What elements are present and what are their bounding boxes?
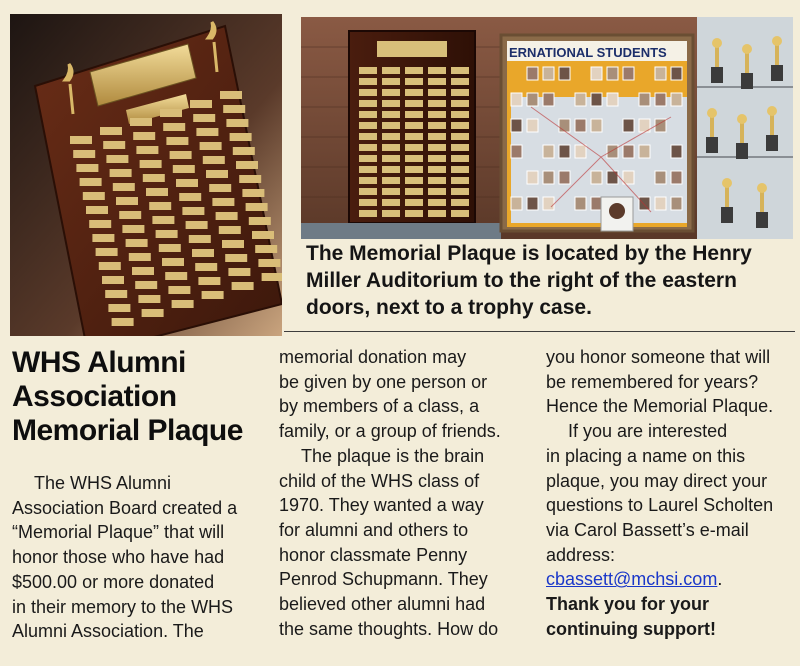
name-plate xyxy=(80,178,102,186)
name-plate xyxy=(108,304,130,312)
trophy-stem xyxy=(710,115,714,137)
name-plate xyxy=(428,122,446,129)
name-plate xyxy=(428,144,446,151)
name-plate xyxy=(136,146,158,154)
name-plate xyxy=(428,100,446,107)
trophy-stem xyxy=(770,113,774,135)
name-plate xyxy=(130,118,152,126)
name-plate xyxy=(142,309,164,317)
name-plate xyxy=(359,78,377,85)
name-plate xyxy=(200,142,222,150)
student-photo xyxy=(575,93,586,106)
name-plate xyxy=(382,133,400,140)
name-plate xyxy=(113,183,135,191)
name-plate xyxy=(173,165,195,173)
name-plate xyxy=(236,161,258,169)
student-photo xyxy=(543,197,554,210)
name-plate xyxy=(76,164,98,172)
name-plate xyxy=(133,132,155,140)
student-photo xyxy=(511,145,522,158)
name-plate xyxy=(222,240,244,248)
name-plate xyxy=(122,225,144,233)
name-plate xyxy=(228,268,250,276)
name-plate xyxy=(428,177,446,184)
name-plate xyxy=(359,210,377,217)
closing-line-2: continuing support! xyxy=(546,618,716,639)
student-photo xyxy=(671,171,682,184)
trophy-base xyxy=(736,143,748,159)
name-plate xyxy=(129,253,151,261)
trophy-stem xyxy=(715,45,719,67)
name-plate xyxy=(382,210,400,217)
name-plate xyxy=(102,276,124,284)
name-plate xyxy=(156,230,178,238)
caption-divider xyxy=(284,331,795,332)
name-plate xyxy=(195,263,217,271)
name-plate xyxy=(190,100,212,108)
trophy-stem xyxy=(760,190,764,212)
name-plate xyxy=(193,114,215,122)
trophy-stem xyxy=(725,185,729,207)
name-plate xyxy=(196,128,218,136)
name-plate xyxy=(428,111,446,118)
trophy-base xyxy=(756,212,768,228)
name-plate xyxy=(428,78,446,85)
name-plate xyxy=(162,258,184,266)
student-photo xyxy=(607,145,618,158)
name-plate xyxy=(405,111,423,118)
name-plate xyxy=(86,206,108,214)
student-photo xyxy=(623,67,634,80)
name-plate xyxy=(105,290,127,298)
name-plate xyxy=(405,177,423,184)
name-plate xyxy=(359,122,377,129)
name-plate xyxy=(110,169,132,177)
plaque-location-photo xyxy=(301,17,793,239)
name-plate xyxy=(405,100,423,107)
student-photo xyxy=(543,93,554,106)
trophy-stem xyxy=(775,43,779,65)
name-plate xyxy=(428,133,446,140)
student-photo xyxy=(623,171,634,184)
student-photo xyxy=(559,171,570,184)
name-plate xyxy=(405,89,423,96)
name-plate xyxy=(359,111,377,118)
trophy-base xyxy=(771,65,783,81)
name-plate xyxy=(405,78,423,85)
student-photo xyxy=(623,119,634,132)
student-photo xyxy=(591,197,602,210)
student-photo xyxy=(671,93,682,106)
name-plate xyxy=(219,226,241,234)
name-plate xyxy=(116,197,138,205)
trophy-base xyxy=(741,73,753,89)
name-plate xyxy=(198,277,220,285)
name-plate xyxy=(359,133,377,140)
name-plate xyxy=(382,89,400,96)
student-photo xyxy=(607,93,618,106)
name-plate xyxy=(405,199,423,206)
name-plate xyxy=(428,155,446,162)
article-column-2: memorial donation may be given by one person or by members of a class, a family, or a group of friends. The plaque is the brain child of the WHS class of 1970. They wanted a way for alumni and others to honor classmate Penny Penrod Schupmann. They believed other alumni had the same thoughts. How do xyxy=(279,347,501,639)
name-plate xyxy=(106,155,128,163)
name-plate xyxy=(359,199,377,206)
trophy-stem xyxy=(740,121,744,143)
student-photo xyxy=(511,119,522,132)
name-plate xyxy=(220,91,242,99)
name-plate xyxy=(100,127,122,135)
name-plate xyxy=(138,295,160,303)
student-photo xyxy=(543,171,554,184)
name-plate xyxy=(359,166,377,173)
name-plate xyxy=(92,234,114,242)
student-photo xyxy=(671,145,682,158)
student-photo xyxy=(559,67,570,80)
name-plate xyxy=(112,318,134,326)
trophy-stem xyxy=(745,51,749,73)
name-plate xyxy=(202,291,224,299)
name-plate xyxy=(405,133,423,140)
student-photo xyxy=(527,93,538,106)
name-plate xyxy=(405,67,423,74)
name-plate xyxy=(166,137,188,145)
name-plate xyxy=(255,245,277,253)
trophy-cup xyxy=(712,38,722,48)
name-plate xyxy=(382,111,400,118)
name-plate xyxy=(382,166,400,173)
name-plate xyxy=(226,119,248,127)
name-plate xyxy=(405,210,423,217)
name-plate xyxy=(239,175,261,183)
name-plate xyxy=(405,122,423,129)
name-plate xyxy=(223,105,245,113)
name-plate xyxy=(382,155,400,162)
student-photo xyxy=(639,145,650,158)
name-plate xyxy=(451,111,469,118)
name-plate xyxy=(405,144,423,151)
name-plate xyxy=(192,249,214,257)
name-plate xyxy=(212,198,234,206)
name-plate xyxy=(246,203,268,211)
name-plate xyxy=(119,211,141,219)
name-plate xyxy=(451,199,469,206)
name-plate xyxy=(149,202,171,210)
name-plate xyxy=(451,177,469,184)
student-photo xyxy=(655,171,666,184)
name-plate xyxy=(451,188,469,195)
name-plate xyxy=(203,156,225,164)
name-plate xyxy=(451,67,469,74)
student-photo xyxy=(511,93,522,106)
name-plate xyxy=(405,166,423,173)
trophy-cup xyxy=(742,44,752,54)
student-photo xyxy=(527,171,538,184)
memorial-plaque-photo xyxy=(10,14,282,336)
name-plate xyxy=(126,239,148,247)
student-photo xyxy=(575,197,586,210)
name-plate xyxy=(159,244,181,252)
student-photo xyxy=(655,93,666,106)
trophy-cup xyxy=(767,106,777,116)
trophy-base xyxy=(706,137,718,153)
bulletin-board-heading: ERNATIONAL STUDENTS xyxy=(509,45,667,60)
name-plate xyxy=(359,177,377,184)
name-plate xyxy=(451,100,469,107)
name-plate xyxy=(160,109,182,117)
name-plate xyxy=(428,199,446,206)
name-plate xyxy=(359,144,377,151)
name-plate xyxy=(451,155,469,162)
name-plate xyxy=(99,262,121,270)
closing-line-1: Thank you for your xyxy=(546,594,710,615)
name-plate xyxy=(216,212,238,220)
name-plate xyxy=(89,220,111,228)
name-plate xyxy=(152,216,174,224)
trophy-cup xyxy=(772,36,782,46)
name-plate xyxy=(189,235,211,243)
name-plate xyxy=(405,155,423,162)
name-plate xyxy=(168,286,190,294)
name-plate xyxy=(172,300,194,308)
student-photo xyxy=(591,119,602,132)
name-plate xyxy=(140,160,162,168)
student-photo xyxy=(591,171,602,184)
name-plate xyxy=(232,282,254,290)
name-plate xyxy=(451,122,469,129)
name-plate xyxy=(249,217,271,225)
name-plate xyxy=(176,179,198,187)
name-plate xyxy=(382,78,400,85)
email-link[interactable]: cbassett@mchsi.com xyxy=(546,569,718,590)
student-photo xyxy=(591,93,602,106)
name-plate xyxy=(209,184,231,192)
name-plate xyxy=(83,192,105,200)
trophy-cup xyxy=(707,108,717,118)
trophy-cup xyxy=(722,178,732,188)
name-plate xyxy=(382,199,400,206)
name-plate xyxy=(233,147,255,155)
article-column-3: you honor someone that will be remembered for years? Hence the Memorial Plaque. If you are interested in placing a name on this plaque, you may direct your questions to Laurel Scholten via Carol Bassett’s e-mail address: cbassett@mchsi.com. Thank you for your continuing support! xyxy=(546,345,796,641)
name-plate xyxy=(451,89,469,96)
article-title: WHS Alumni Association Memorial Plaque xyxy=(12,346,243,447)
trophy-base xyxy=(721,207,733,223)
name-plate xyxy=(206,170,228,178)
name-plate xyxy=(428,188,446,195)
student-photo xyxy=(543,145,554,158)
name-plate xyxy=(359,89,377,96)
student-photo xyxy=(607,67,618,80)
name-plate xyxy=(165,272,187,280)
article-column-1: The WHS Alumni Association Board created a “Memorial Plaque” that will honor those who have had $500.00 or more donated in their memory to the WHS Alumni Association. The xyxy=(12,473,238,642)
name-plate xyxy=(96,248,118,256)
name-plate xyxy=(451,166,469,173)
name-plate xyxy=(132,267,154,275)
trophy-base xyxy=(711,67,723,83)
name-plate xyxy=(451,78,469,85)
name-plate xyxy=(170,151,192,159)
student-photo xyxy=(591,67,602,80)
student-photo xyxy=(607,171,618,184)
name-plate xyxy=(258,259,280,267)
name-plate xyxy=(146,188,168,196)
student-photo xyxy=(559,119,570,132)
name-plate xyxy=(242,189,264,197)
name-plate xyxy=(359,67,377,74)
trophy-cup xyxy=(757,183,767,193)
trophy-cup xyxy=(737,114,747,124)
student-photo xyxy=(655,197,666,210)
email-suffix: . xyxy=(717,569,723,590)
student-photo xyxy=(527,67,538,80)
name-plate xyxy=(359,155,377,162)
student-photo xyxy=(511,197,522,210)
student-photo xyxy=(639,197,650,210)
name-plate xyxy=(252,231,274,239)
name-plate xyxy=(163,123,185,131)
name-plate xyxy=(359,100,377,107)
student-photo xyxy=(527,119,538,132)
name-plate xyxy=(382,177,400,184)
name-plate xyxy=(428,166,446,173)
name-plate xyxy=(382,188,400,195)
name-plate xyxy=(451,144,469,151)
name-plate xyxy=(73,150,95,158)
name-plate xyxy=(451,210,469,217)
name-plate xyxy=(359,188,377,195)
name-plate xyxy=(428,89,446,96)
name-plate xyxy=(451,133,469,140)
name-plate xyxy=(382,122,400,129)
student-photo xyxy=(671,197,682,210)
name-plate xyxy=(405,188,423,195)
name-plate xyxy=(103,141,125,149)
student-photo xyxy=(527,197,538,210)
name-plate xyxy=(143,174,165,182)
student-photo xyxy=(623,145,634,158)
student-photo xyxy=(575,119,586,132)
name-plate xyxy=(135,281,157,289)
name-plate xyxy=(70,136,92,144)
student-photo xyxy=(639,93,650,106)
name-plate xyxy=(428,67,446,74)
student-photo xyxy=(559,145,570,158)
name-plate xyxy=(225,254,247,262)
name-plate xyxy=(179,193,201,201)
trophy-base xyxy=(766,135,778,151)
name-plate xyxy=(262,273,282,281)
name-plate xyxy=(182,207,204,215)
student-photo xyxy=(543,67,554,80)
name-plate xyxy=(428,210,446,217)
student-photo xyxy=(655,67,666,80)
name-plate xyxy=(230,133,252,141)
name-plate xyxy=(382,100,400,107)
name-plate xyxy=(186,221,208,229)
name-plate xyxy=(382,144,400,151)
student-photo xyxy=(575,145,586,158)
student-photo xyxy=(671,67,682,80)
photo-caption: The Memorial Plaque is located by the Henry Miller Auditorium to the right of the eastern doors, next to a trophy case. xyxy=(306,242,752,319)
name-plate xyxy=(382,67,400,74)
